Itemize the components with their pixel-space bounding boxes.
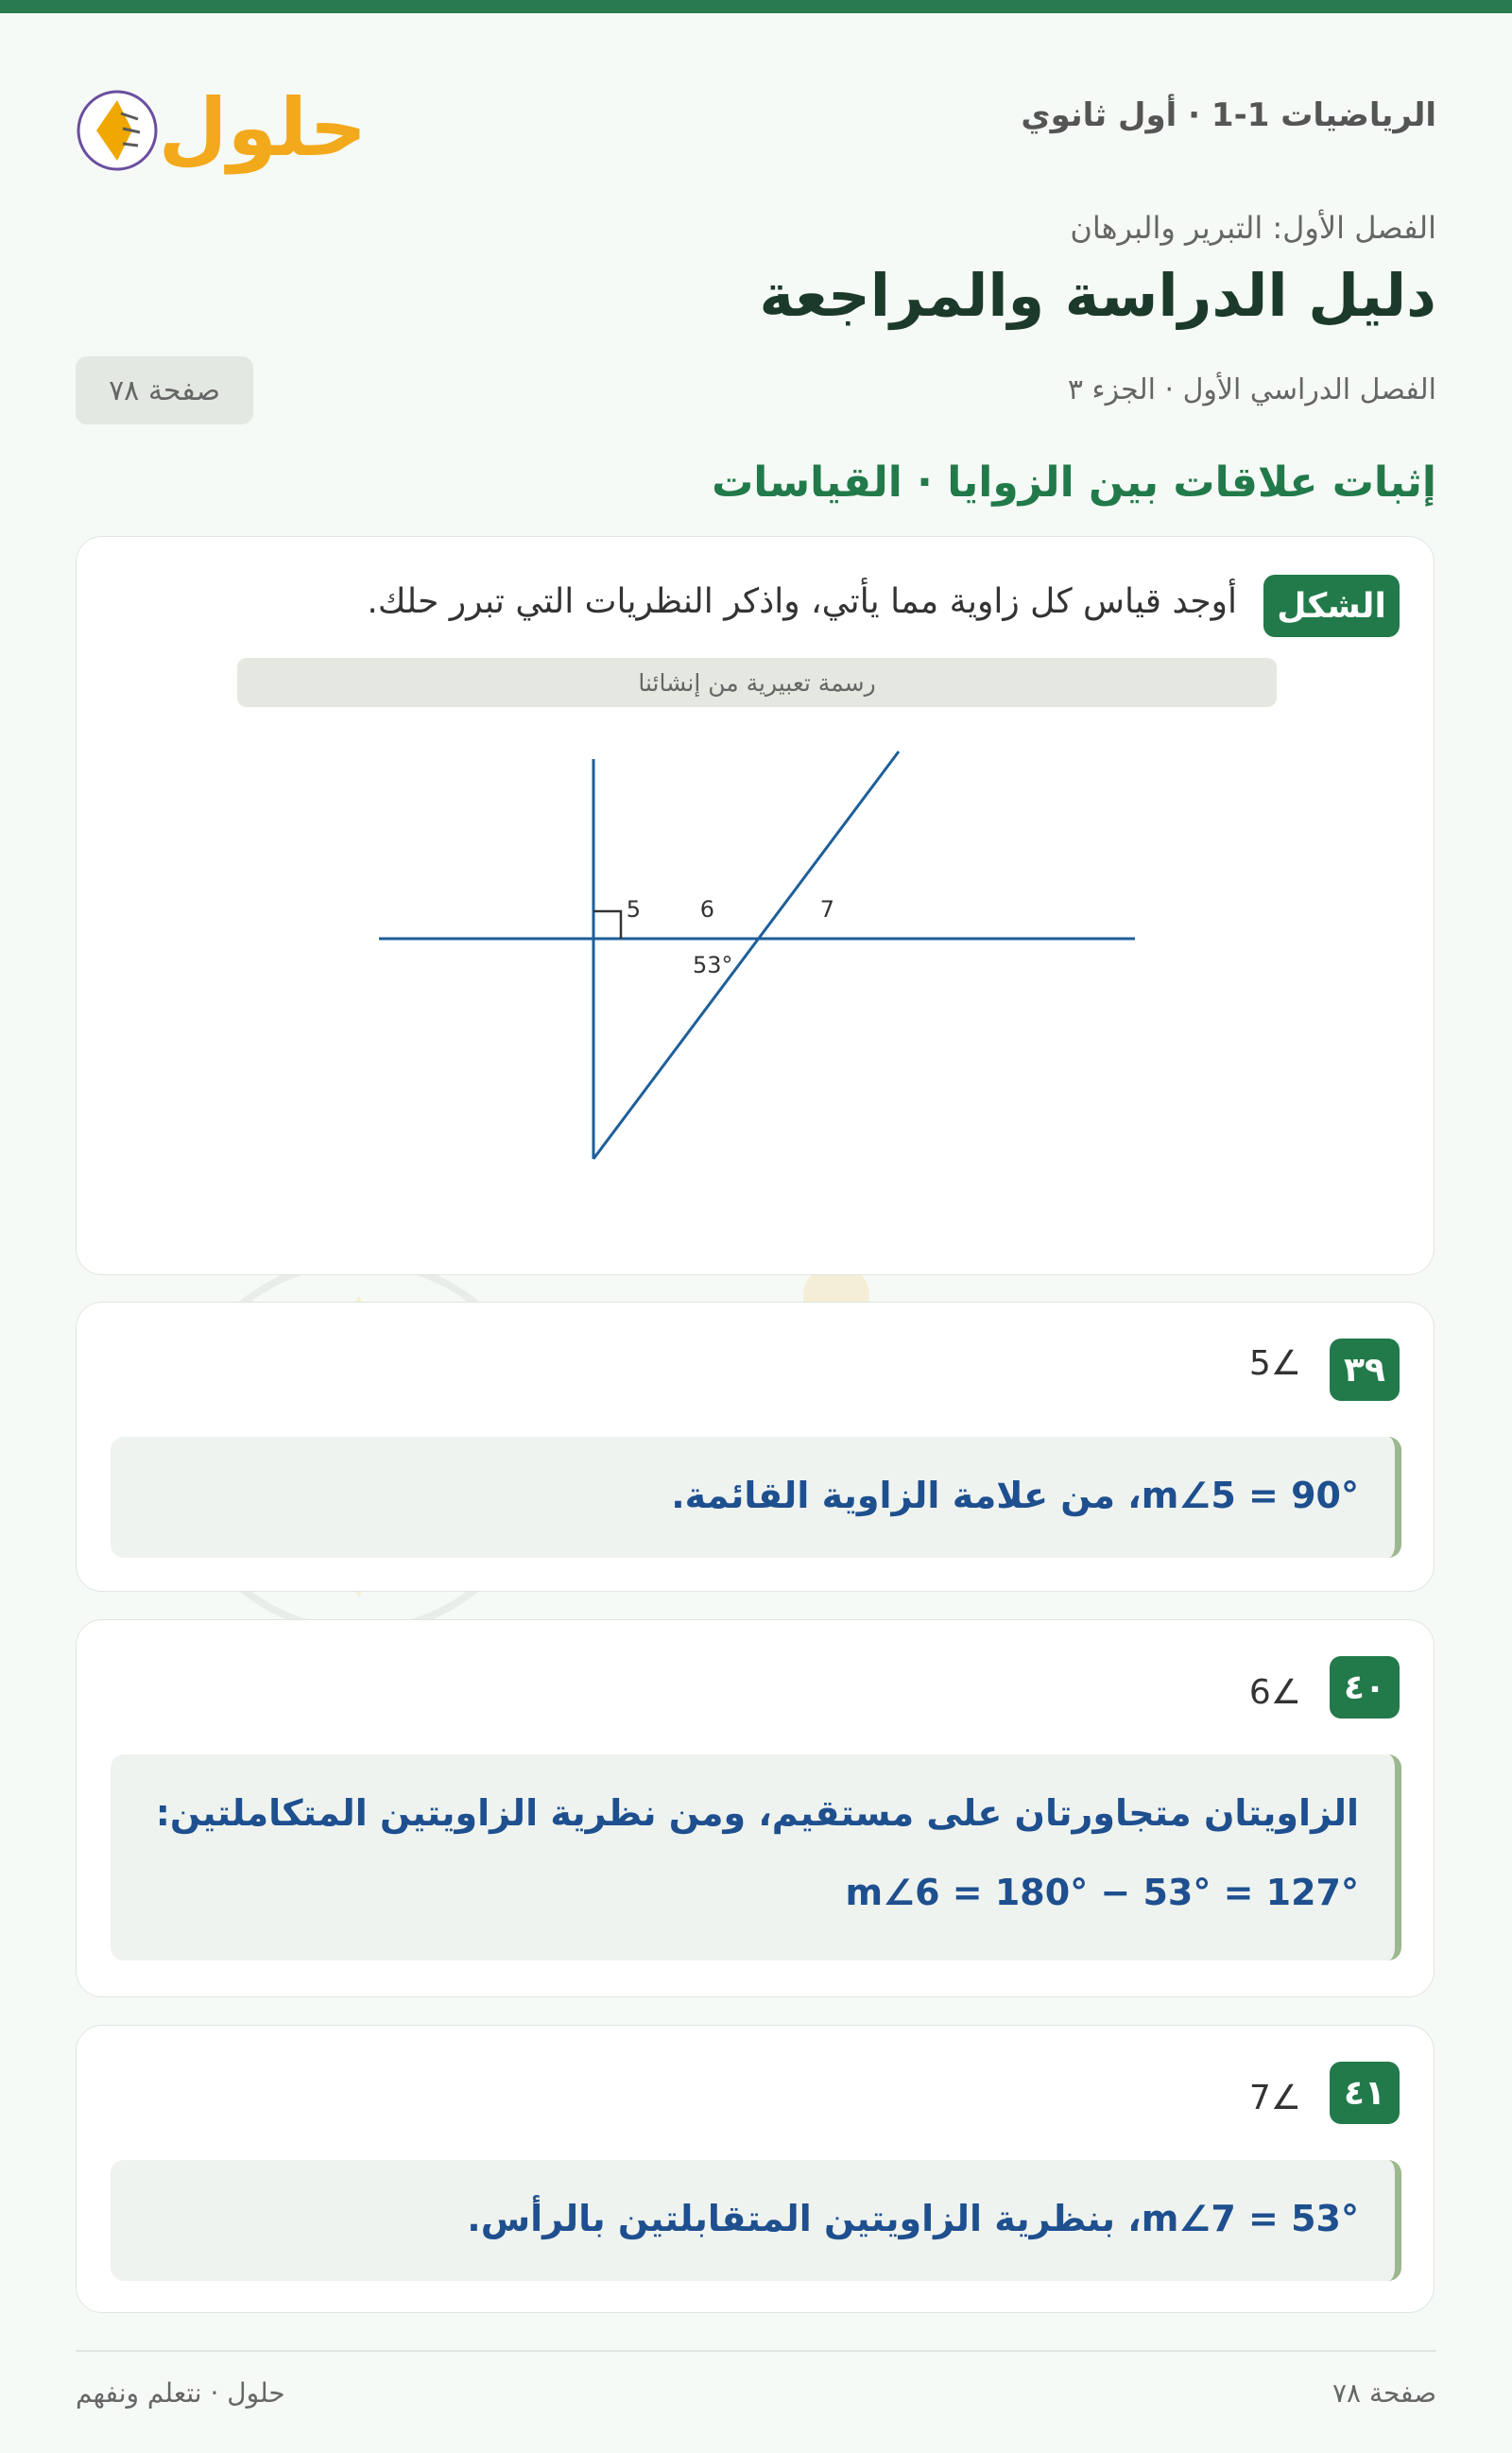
top-accent-bar [0,0,1512,13]
question-card-39 [76,1302,1435,1592]
answer-line: m∠6 = 180° − 53° = 127° [845,1872,1359,1913]
figure-tag: الشكل [1263,575,1400,637]
footer-page-number: صفحة ٧٨ [1332,2377,1436,2409]
figure-caption: رسمة تعبيرية من إنشائنا [237,658,1277,707]
page-header [76,59,1436,181]
angle-7-label: 7 [819,896,834,923]
answer-box [111,1754,1401,1961]
answer-box [111,1437,1401,1558]
brand-logo [76,68,368,177]
question-label: ∠6 [1248,1673,1301,1712]
semester-label: الفصل الدراسي الأول · الجزء ٣ [1067,373,1436,406]
answer-line: الزاويتان متجاورتان على مستقيم، ومن نظرية الزاويتين المتكاملتين: [155,1792,1359,1834]
section-title: إثبات علاقات بين الزوايا · القياسات [712,458,1436,507]
logo-wordmark: حلول [158,81,368,174]
question-number: ٣٩ [1330,1339,1400,1401]
angle-6-label: 6 [699,896,714,923]
question-label: ∠7 [1248,2079,1301,2117]
question-number: ٤٠ [1330,1656,1400,1719]
given-angle-label: 53° [693,952,733,978]
page-badge: صفحة ٧٨ [76,356,253,424]
figure-card [76,536,1435,1275]
angle-figure [360,745,1211,1218]
right-angle-marker [593,911,621,939]
angle-5-label: 5 [626,896,641,923]
page-title: دليل الدراسة والمراجعة [759,261,1436,330]
footer-divider [76,2350,1436,2352]
question-card-40 [76,1619,1435,1997]
footer-tagline: حلول · نتعلم ونفهم [76,2377,285,2409]
transversal-line [593,751,899,1159]
answer-line: m∠5 = 90°، من علامة الزاوية القائمة. [671,1475,1359,1516]
question-number: ٤١ [1330,2062,1400,2124]
chapter-label: الفصل الأول: التبرير والبرهان [1070,210,1436,246]
course-label: الرياضيات 1-1 · أول ثانوي [1021,96,1436,134]
question-card-41 [76,2025,1435,2313]
question-label: ∠5 [1248,1344,1301,1383]
answer-box [111,2160,1401,2281]
figure-prompt: أوجد قياس كل زاوية مما يأتي، واذكر النظريات التي تبرر حلك. [367,582,1237,621]
answer-line: m∠7 = 53°، بنظرية الزاويتين المتقابلتين بالرأس. [467,2198,1359,2239]
